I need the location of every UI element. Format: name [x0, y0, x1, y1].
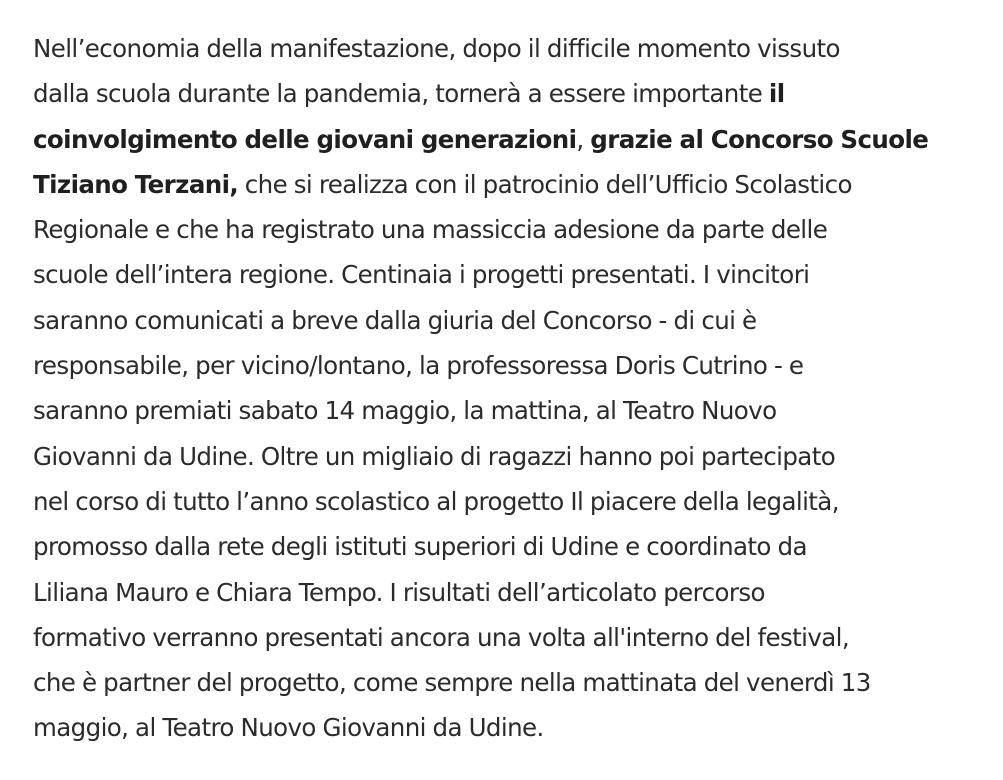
article-paragraph [33, 26, 973, 751]
text-segment: nel corso di tutto l’anno scolastico al progetto Il piacere della legalità, [33, 486, 839, 516]
text-segment: saranno premiati sabato 14 maggio, la mattina, al Teatro Nuovo [33, 396, 777, 426]
text-segment: saranno comunicati a breve dalla giuria del Concorso - di cui è [33, 305, 757, 335]
text-segment: Liliana Mauro e Chiara Tempo. I risultati dell’articolato percorso [33, 577, 765, 607]
text-segment: maggio, al Teatro Nuovo Giovanni da Udine. [33, 713, 544, 743]
paragraph-line [33, 298, 973, 343]
text-segment: , [576, 124, 591, 154]
paragraph-line [33, 26, 973, 71]
text-segment: formativo verranno presentati ancora una volta all'interno del festival, [33, 622, 850, 652]
paragraph-line [33, 117, 973, 162]
paragraph-line [33, 615, 973, 660]
paragraph-line [33, 388, 973, 433]
text-segment: Nell’economia della manifestazione, dopo il difficile momento vissuto [33, 34, 840, 63]
paragraph-line [33, 660, 973, 705]
paragraph-line [33, 524, 973, 569]
bold-text-segment: grazie al Concorso Scuole [590, 124, 929, 154]
paragraph-line [33, 71, 973, 116]
text-segment: scuole dell’intera regione. Centinaia i progetti presentati. I vincitori [33, 260, 810, 290]
paragraph-line [33, 343, 973, 388]
paragraph-line [33, 434, 973, 479]
paragraph-line [33, 162, 973, 207]
bold-text-segment: il [768, 79, 785, 109]
text-segment: che è partner del progetto, come sempre nella mattinata del venerdì 13 [33, 668, 871, 698]
paragraph-line [33, 705, 973, 750]
text-segment: promosso dalla rete degli istituti superiori di Udine e coordinato da [33, 532, 807, 562]
text-segment: dalla scuola durante la pandemia, tornerà a essere importante [33, 79, 769, 109]
text-segment: Giovanni da Udine. Oltre un migliaio di ragazzi hanno poi partecipato [33, 441, 836, 471]
text-segment: che si realizza con il patrocinio dell’Ufficio Scolastico [238, 169, 852, 199]
text-segment: Regionale e che ha registrato una massiccia adesione da parte delle [33, 215, 828, 245]
text-segment: responsabile, per vicino/lontano, la professoressa Doris Cutrino - e [33, 351, 804, 381]
paragraph-line [33, 207, 973, 252]
paragraph-line [33, 479, 973, 524]
paragraph-line [33, 570, 973, 615]
paragraph-line [33, 252, 973, 297]
bold-text-segment: Tiziano Terzani, [33, 169, 239, 199]
bold-text-segment: coinvolgimento delle giovani generazioni [33, 124, 577, 154]
